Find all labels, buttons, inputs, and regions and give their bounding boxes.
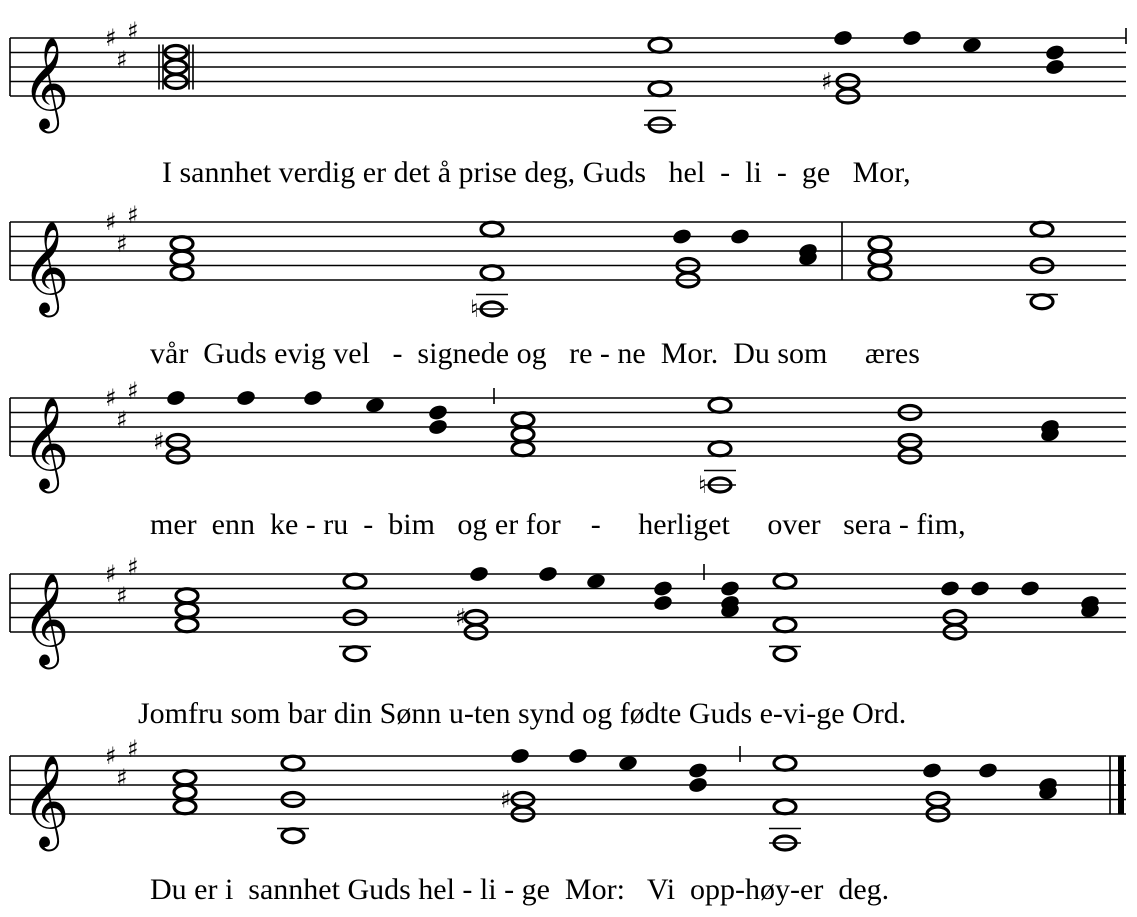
note-head <box>901 29 922 47</box>
chord <box>364 396 385 414</box>
chord <box>1079 594 1100 620</box>
note-head <box>512 413 534 427</box>
treble-clef-icon: 𝄞 <box>22 36 70 129</box>
chord <box>652 579 673 612</box>
chord <box>512 793 534 822</box>
sharp-icon: ♯ <box>116 581 128 610</box>
chord <box>509 747 530 765</box>
chord <box>617 754 638 772</box>
note-head <box>512 442 534 456</box>
sharp-icon: ♯ <box>105 742 117 770</box>
sharp-icon: ♯ <box>105 560 117 588</box>
sharp-icon: ♯ <box>105 208 117 236</box>
note-head <box>344 647 366 661</box>
chord <box>671 227 692 245</box>
chord <box>837 75 859 104</box>
chord <box>939 579 960 597</box>
note-head <box>174 785 196 799</box>
note-head <box>729 227 750 245</box>
chord <box>302 389 323 407</box>
note-head <box>709 442 731 456</box>
note-head <box>171 237 193 251</box>
note-head <box>617 754 638 772</box>
chord <box>1039 418 1060 444</box>
note-head <box>344 574 366 588</box>
note-head <box>969 579 990 597</box>
chord <box>1044 43 1065 76</box>
final-barline-thick <box>1118 756 1124 814</box>
chord <box>1019 579 1040 597</box>
note-head <box>961 36 982 54</box>
lyric-text-2: vår Guds evig vel - signede og re - ne Mor. Du som æres <box>150 337 920 370</box>
note-head <box>652 579 673 597</box>
note-head <box>364 396 385 414</box>
sharp-icon: ♯ <box>127 376 139 405</box>
sharp-icon: ♯ <box>116 763 128 792</box>
treble-clef-icon: 𝄞 <box>22 396 70 489</box>
chord <box>729 227 750 245</box>
chord <box>167 435 189 464</box>
sharp-icon: ♯ <box>127 16 139 45</box>
note-head <box>537 565 558 583</box>
chord <box>901 29 922 47</box>
note-head <box>977 761 998 779</box>
note-head <box>869 266 891 280</box>
note-head <box>774 574 796 588</box>
note-head <box>171 251 193 265</box>
note-head <box>176 618 198 632</box>
note-head <box>1031 222 1053 236</box>
sharp-icon: ♯ <box>153 427 165 456</box>
staff-system-2 <box>10 201 1126 370</box>
sharp-icon: ♯ <box>105 384 117 412</box>
note-head <box>774 800 796 814</box>
chord <box>797 242 818 268</box>
note-head <box>567 747 588 765</box>
chord <box>961 36 982 54</box>
note-head <box>481 222 503 236</box>
note-head <box>481 266 503 280</box>
chord <box>944 611 966 640</box>
note-head <box>427 403 448 421</box>
chord <box>869 237 891 280</box>
chord <box>468 565 489 583</box>
chord <box>977 761 998 779</box>
note-head <box>774 647 796 661</box>
chord <box>465 611 487 640</box>
sharp-icon: ♯ <box>455 603 467 632</box>
note-head <box>282 756 304 770</box>
note-head <box>1019 579 1040 597</box>
sharp-icon: ♯ <box>116 45 128 74</box>
note-head <box>671 227 692 245</box>
chord <box>969 579 990 597</box>
note-head <box>709 398 731 412</box>
chord <box>921 761 942 779</box>
chord <box>899 435 921 464</box>
sharp-icon: ♯ <box>821 67 833 96</box>
note-head <box>174 771 196 785</box>
treble-clef-icon: 𝄞 <box>22 754 70 847</box>
note-head <box>235 389 256 407</box>
note-head <box>585 572 606 590</box>
lyric-text-4: Jomfru som bar din Sønn u-ten synd og fødte Guds e-vi-ge Ord. <box>138 697 907 730</box>
note-head <box>939 579 960 597</box>
staff-system-1 <box>10 17 1126 189</box>
note-head <box>652 594 673 612</box>
chord <box>174 771 196 814</box>
sharp-icon: ♯ <box>500 785 512 814</box>
note-head <box>869 251 891 265</box>
note-head <box>165 389 186 407</box>
chord <box>171 237 193 280</box>
treble-clef-icon: 𝄞 <box>22 220 70 313</box>
note-head <box>176 589 198 603</box>
sharp-icon: ♯ <box>127 200 139 229</box>
note-head <box>427 418 448 436</box>
chord <box>165 389 186 407</box>
chord <box>585 572 606 590</box>
note-head <box>869 237 891 251</box>
chord <box>512 413 534 456</box>
note-head <box>921 761 942 779</box>
sharp-icon: ♯ <box>127 734 139 763</box>
natural-icon: ♮ <box>698 471 707 499</box>
note-head <box>282 829 304 843</box>
chord <box>832 29 853 47</box>
natural-icon: ♮ <box>470 295 479 323</box>
sharp-icon: ♯ <box>116 229 128 258</box>
chord <box>537 565 558 583</box>
note-head <box>1044 43 1065 61</box>
note-head <box>719 579 740 597</box>
note-head <box>1044 58 1065 76</box>
note-head <box>774 618 796 632</box>
note-head <box>176 603 198 617</box>
chord <box>719 579 740 619</box>
note-head <box>468 565 489 583</box>
chord <box>677 259 699 288</box>
sharp-icon: ♯ <box>116 405 128 434</box>
chord <box>567 747 588 765</box>
chord <box>1037 776 1058 802</box>
lyric-text-3: mer enn ke - ru - bim og er for - herliget over sera - fim, <box>150 508 966 541</box>
lyric-text-5: Du er i sannhet Guds hel - li - ge Mor: Vi opp-høy-er deg. <box>150 873 890 906</box>
staff-system-4 <box>10 553 1126 730</box>
note-head <box>687 776 708 794</box>
chord <box>235 389 256 407</box>
chord <box>687 761 708 794</box>
staff-system-3 <box>10 377 1126 541</box>
note-head <box>774 756 796 770</box>
note-head <box>509 747 530 765</box>
note-head <box>832 29 853 47</box>
chord <box>427 403 448 436</box>
note-head <box>171 266 193 280</box>
treble-clef-icon: 𝄞 <box>22 572 70 665</box>
note-head <box>649 38 671 52</box>
note-head <box>649 82 671 96</box>
note-head <box>1031 295 1053 309</box>
lyric-text-1: I sannhet verdig er det å prise deg, Guds hel - li - ge Mor, <box>162 156 911 189</box>
chord <box>176 589 198 632</box>
sharp-icon: ♯ <box>105 24 117 52</box>
note-head <box>687 761 708 779</box>
note-head <box>174 800 196 814</box>
chord <box>927 793 949 822</box>
staff-system-5 <box>10 735 1126 906</box>
sharp-icon: ♯ <box>127 552 139 581</box>
note-head <box>302 389 323 407</box>
note-head <box>512 427 534 441</box>
